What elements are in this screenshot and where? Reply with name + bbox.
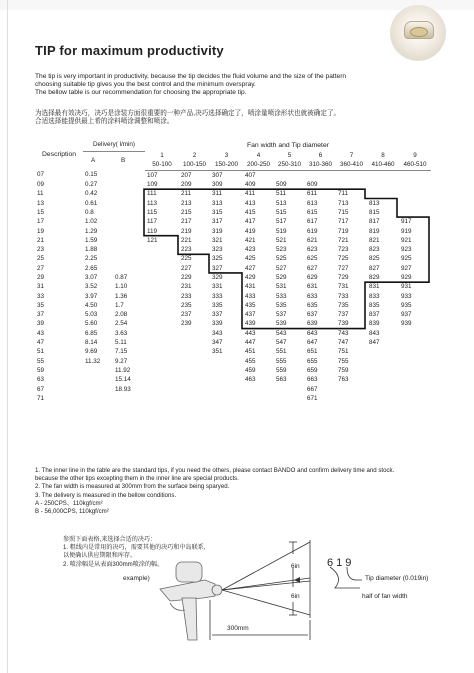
- tip-cell: 543: [276, 329, 287, 337]
- fan-col-range: 250-310: [274, 160, 305, 170]
- spray-gun-icon: [160, 562, 222, 640]
- note-line: 2. The fan width is measured at 300mm from the surface being sparyed.: [35, 483, 230, 491]
- tip-cell: 227: [181, 264, 192, 272]
- tip-cell: 509: [276, 181, 287, 189]
- tip-cell: 623: [307, 246, 318, 254]
- fan-col-range: 100-150: [179, 160, 210, 170]
- tip-cell: 637: [307, 311, 318, 319]
- tip-cell: 523: [276, 246, 287, 254]
- delivery-a-value: 2.25: [85, 255, 98, 263]
- tip-cell: 331: [212, 283, 223, 291]
- tip-cell: 417: [245, 218, 256, 226]
- tip-cell: 731: [338, 283, 349, 291]
- tip-cell: 743: [338, 329, 349, 337]
- delivery-a-value: 3.97: [85, 292, 98, 300]
- row-description: 33: [37, 292, 45, 300]
- tip-cell: 437: [245, 311, 256, 319]
- delivery-a-header: A: [91, 157, 96, 165]
- tip-cell: 925: [401, 255, 412, 263]
- delivery-a-value: 0.61: [85, 199, 98, 207]
- fan-width-header: Fan width and Tip diameter: [247, 141, 329, 149]
- delivery-b-header: B: [121, 157, 126, 165]
- row-description: 31: [37, 283, 45, 291]
- tip-cell: 521: [276, 236, 287, 244]
- tip-cell: 431: [245, 283, 256, 291]
- tip-cell: 329: [212, 274, 223, 281]
- tip-cell: 727: [338, 264, 349, 272]
- tip-code: 619: [327, 557, 355, 569]
- tip-cell: 621: [307, 236, 318, 244]
- delivery-a-value: 0.27: [85, 181, 98, 189]
- row-description: 23: [37, 246, 45, 254]
- tip-cell: 463: [245, 376, 256, 384]
- tip-cell: 421: [245, 236, 256, 244]
- tip-cell: 713: [338, 199, 349, 207]
- tip-cell: 233: [181, 292, 192, 300]
- tip-cell: 835: [369, 301, 380, 309]
- note-line: 3. The delivery is measured in the bellow conditions.: [35, 491, 177, 499]
- fan-col-num: 4: [256, 152, 261, 160]
- fan-col-range: 460-510: [399, 160, 431, 170]
- tip-cell: 927: [401, 264, 412, 272]
- fan-col-num: 8: [381, 152, 385, 160]
- tip-cell: 339: [212, 320, 223, 328]
- tip-cell: 111: [147, 190, 157, 198]
- tip-cell: 937: [401, 311, 412, 319]
- row-description: 29: [37, 274, 45, 281]
- tip-cell: 217: [181, 218, 192, 226]
- row-description: 47: [37, 339, 45, 347]
- tip-cell: 239: [181, 320, 192, 328]
- tip-cell: 525: [276, 255, 287, 263]
- tip-cell: 763: [338, 376, 349, 384]
- tip-cell: 307: [212, 171, 223, 179]
- tip-cell: 115: [147, 208, 158, 216]
- tip-cell: 847: [369, 339, 380, 347]
- row-description: 09: [37, 181, 45, 189]
- delivery-a-value: 8.14: [85, 339, 98, 347]
- tip-cell: 813: [369, 199, 380, 207]
- tip-cell: 411: [245, 190, 256, 198]
- tip-cell: 667: [307, 385, 318, 393]
- delivery-b-value: 3.63: [115, 329, 128, 337]
- delivery-a-value: 11.32: [85, 357, 101, 365]
- tip-cell: 639: [307, 320, 318, 328]
- note-cn-line: 1. 粗线内是常用的决巧，需要其他的决巧和中岛联系,: [63, 544, 206, 552]
- tip-cell: 225: [181, 255, 192, 263]
- tip-cell: 735: [338, 301, 349, 309]
- tip-cell: 223: [181, 246, 192, 254]
- tip-cell: 515: [276, 208, 287, 216]
- tip-cell: 935: [401, 301, 412, 309]
- row-description: 55: [37, 357, 45, 365]
- tip-cell: 635: [307, 301, 318, 309]
- tip-cell: 347: [212, 339, 223, 347]
- tip-cell: 351: [212, 348, 223, 356]
- tip-cell: 413: [245, 199, 256, 207]
- tip-cell: 747: [338, 339, 349, 347]
- tip-cell: 443: [245, 329, 256, 337]
- note-cn-line: 以便确认供应期限和库存。: [63, 552, 137, 560]
- tip-cell: 823: [369, 246, 380, 254]
- tip-cell: 619: [307, 227, 318, 235]
- tip-cell: 311: [212, 190, 223, 198]
- tip-cell: 609: [307, 181, 318, 189]
- delivery-b-value: 2.08: [115, 311, 128, 319]
- tip-cell: 551: [276, 348, 287, 356]
- tip-cell: 559: [276, 366, 287, 374]
- row-description: 71: [37, 394, 45, 402]
- tip-cell: 825: [369, 255, 380, 263]
- tip-cell: 611: [307, 190, 318, 198]
- tip-cell: 659: [307, 366, 318, 374]
- tip-cell: 409: [245, 181, 256, 189]
- tip-cell: 219: [181, 227, 192, 235]
- delivery-a-value: 5.60: [85, 320, 98, 328]
- tip-cell: 109: [147, 181, 158, 189]
- delivery-b-value: 2.54: [115, 320, 128, 328]
- tip-cell: 439: [245, 320, 256, 328]
- tip-cell: 663: [307, 376, 318, 384]
- row-description: 67: [37, 385, 45, 393]
- tip-cell: 643: [307, 329, 318, 337]
- fan-col-range: 150-200: [210, 160, 243, 170]
- tip-cell: 321: [212, 236, 223, 244]
- row-description: 07: [37, 171, 45, 179]
- row-description: 39: [37, 320, 45, 328]
- delivery-a-value: 1.29: [85, 227, 98, 235]
- tip-cell: 107: [147, 171, 158, 179]
- tip-cell: 327: [212, 264, 223, 272]
- tip-cell: 647: [307, 339, 318, 347]
- delivery-b-value: 11.92: [115, 366, 131, 374]
- tip-cell: 419: [245, 227, 256, 235]
- fan-half-top-label: 6in: [291, 563, 300, 570]
- tip-cell: 919: [401, 227, 412, 235]
- tip-cell: 839: [369, 320, 380, 328]
- tip-cell: 415: [245, 208, 256, 216]
- tip-cell: 447: [245, 339, 256, 347]
- tip-diameter-label: Tip diameter (0.019in): [365, 575, 429, 582]
- fan-col-range: 310-360: [305, 160, 336, 170]
- delivery-header: Delivery( l/min): [83, 139, 145, 151]
- note-cn-line: 2. 喷涂幅是从表面300mm喷涂的幅。: [63, 560, 164, 568]
- tip-cell: 833: [369, 292, 380, 300]
- intro-line-3: The bellow table is our recommendation for choosing the appropriate tip.: [35, 89, 247, 96]
- row-description: 19: [37, 227, 45, 235]
- tip-cell: 625: [307, 255, 318, 263]
- delivery-a-value: 3.07: [85, 274, 98, 281]
- delivery-b-value: 1.10: [115, 283, 128, 291]
- tip-cell: 215: [181, 208, 192, 216]
- tip-cell: 313: [212, 199, 223, 207]
- tip-cell: 231: [181, 283, 192, 291]
- tip-cell: 317: [212, 218, 223, 226]
- delivery-a-value: 6.85: [85, 329, 98, 337]
- tip-cell: 117: [147, 218, 158, 226]
- tip-cell: 733: [338, 292, 349, 300]
- tip-cell: 435: [245, 301, 256, 309]
- tip-cell: 831: [369, 283, 380, 291]
- delivery-b-value: 5.11: [115, 339, 127, 347]
- delivery-a-value: 2.65: [85, 264, 98, 272]
- intro-cn-line-2: 合适选择能提供最上希的涂料喷涂调整和喷涂。: [35, 118, 174, 125]
- tip-cell: 425: [245, 255, 256, 263]
- tip-cell: 343: [212, 329, 223, 337]
- tip-cell: 319: [212, 227, 223, 235]
- description-header: Description: [42, 151, 76, 159]
- delivery-a-value: 0.8: [85, 208, 94, 216]
- tip-cell: 755: [338, 357, 349, 365]
- fan-col-num: 9: [413, 152, 417, 160]
- delivery-a-value: 1.88: [85, 246, 98, 254]
- tip-cell: 631: [307, 283, 318, 291]
- tip-cell: 759: [338, 366, 349, 374]
- fan-half-bottom-label: 6in: [291, 593, 300, 600]
- fan-col-num: 3: [224, 152, 229, 160]
- fan-col-num: 6: [318, 152, 323, 160]
- tip-cell: 737: [338, 311, 349, 319]
- delivery-a-value: 0.42: [85, 190, 98, 198]
- delivery-b-value: 0.87: [115, 274, 128, 281]
- tip-cell: 221: [181, 236, 192, 244]
- tip-cell: 459: [245, 366, 256, 374]
- tip-cell: 827: [369, 264, 380, 272]
- row-description: 11: [37, 190, 44, 198]
- row-description: 43: [37, 329, 45, 337]
- tip-cell: 843: [369, 329, 380, 337]
- tip-cell: 725: [338, 255, 349, 263]
- tip-cell: 535: [276, 301, 287, 309]
- tip-cell: 723: [338, 246, 349, 254]
- tip-cell: 511: [276, 190, 287, 198]
- tip-cell: 423: [245, 246, 256, 254]
- fan-col-num: 2: [192, 152, 197, 160]
- delivery-a-value: 0.15: [85, 171, 98, 179]
- delivery-a-value: 1.02: [85, 218, 98, 226]
- tip-cell: 563: [276, 376, 287, 384]
- row-description: 35: [37, 301, 45, 309]
- tip-cell: 533: [276, 292, 287, 300]
- delivery-a-value: 5.03: [85, 311, 98, 319]
- row-description: 63: [37, 376, 45, 384]
- tip-cell: 455: [245, 357, 256, 365]
- example-label: example): [123, 575, 150, 582]
- note-cn-line: 参照下面表格,来选择合适的决巧：: [63, 536, 157, 543]
- tip-cell: 617: [307, 218, 318, 226]
- tip-cell: 921: [401, 236, 412, 244]
- fan-col-range: 360-410: [336, 160, 367, 170]
- row-description: 15: [37, 208, 45, 216]
- delivery-b-value: 1.36: [115, 292, 128, 300]
- tip-cell: 815: [369, 208, 380, 216]
- tip-cell: 821: [369, 236, 380, 244]
- tip-cell: 819: [369, 227, 380, 235]
- tip-cell: 539: [276, 320, 287, 328]
- tip-cell: 613: [307, 199, 318, 207]
- delivery-a-value: 3.52: [85, 283, 98, 291]
- tip-cell: 655: [307, 357, 318, 365]
- tip-cell: 527: [276, 264, 287, 272]
- tip-cell: 729: [338, 274, 349, 281]
- delivery-b-value: 1.7: [115, 301, 124, 309]
- intro-line-2: choosing suitable tip gives you the best control and the minimum overspray.: [35, 81, 256, 88]
- tip-cell: 519: [276, 227, 287, 235]
- page-title: TIP for maximum productivity: [35, 43, 224, 58]
- fan-col-range: 410-460: [367, 160, 399, 170]
- delivery-a-value: 9.69: [85, 348, 98, 356]
- tip-cell: 213: [181, 199, 192, 207]
- tip-cell: 119: [147, 227, 158, 235]
- tip-cell: 429: [245, 274, 256, 281]
- tip-cell: 547: [276, 339, 287, 347]
- fan-col-num: 7: [349, 152, 354, 160]
- tip-cell: 309: [212, 181, 223, 189]
- tip-cell: 939: [401, 320, 412, 328]
- row-description: 59: [37, 366, 45, 374]
- tip-cell: 711: [338, 190, 349, 198]
- tip-cell: 529: [276, 274, 287, 281]
- tip-cell: 237: [181, 311, 192, 319]
- tip-cell: 627: [307, 264, 318, 272]
- tip-cell: 555: [276, 357, 287, 365]
- tip-cell: 337: [212, 311, 223, 319]
- note-line: because the other tips excepting them in the inner line are special products.: [35, 475, 239, 483]
- half-fan-label: half of fan width: [362, 593, 408, 600]
- row-description: 27: [37, 264, 45, 272]
- row-description: 51: [37, 348, 45, 356]
- distance-label: 300mm: [227, 625, 249, 632]
- row-description: 25: [37, 255, 45, 263]
- tip-cell: 629: [307, 274, 318, 281]
- tip-cell: 451: [245, 348, 256, 356]
- tip-cell: 651: [307, 348, 318, 356]
- tip-cell: 633: [307, 292, 318, 300]
- delivery-a-value: 1.59: [85, 236, 98, 244]
- tip-cell: 933: [401, 292, 412, 300]
- row-description: 13: [37, 199, 45, 207]
- tip-cell: 671: [307, 394, 318, 402]
- tip-cell: 323: [212, 246, 223, 254]
- row-description: 21: [37, 236, 45, 244]
- tip-cell: 315: [212, 208, 223, 216]
- note-line: A - 250CPS、110kgf/cm²: [35, 499, 103, 507]
- tip-cell: 113: [147, 199, 158, 207]
- intro-line-1: The tip is very important in productivity, because the tip decides the fluid volume and the size of the pattern: [35, 73, 347, 80]
- tip-cell: 427: [245, 264, 256, 272]
- tip-cell: 325: [212, 255, 223, 263]
- tip-cell: 335: [212, 301, 223, 309]
- tip-cell: 537: [276, 311, 287, 319]
- tip-cell: 931: [401, 283, 412, 291]
- intro-cn-line-1: 为选择最有效决巧，决巧是涂装方面很重要的一种产品,决巧选择确定了，喷涂量喷涂形状也就被确定了。: [35, 110, 341, 117]
- fan-col-num: 1: [160, 152, 164, 160]
- tip-cell: 235: [181, 301, 192, 309]
- tip-cell: 719: [338, 227, 349, 235]
- fan-col-range: 200-250: [243, 160, 274, 170]
- fan-col-num: 5: [287, 152, 292, 160]
- tip-cell: 721: [338, 236, 349, 244]
- tip-cell: 209: [181, 181, 192, 189]
- delivery-a-value: 4.50: [85, 301, 98, 309]
- delivery-b-value: 18.93: [115, 385, 131, 393]
- tip-cell: 929: [401, 274, 412, 281]
- tip-cell: 207: [181, 171, 192, 179]
- tip-cell: 211: [181, 190, 192, 198]
- tip-cell: 715: [338, 208, 349, 216]
- tip-cell: 517: [276, 218, 287, 226]
- tip-cell: 531: [276, 283, 287, 291]
- note-line: 1. The inner line in the table are the standard tips, if you need the others, please contact BANDO and confirm delivery time and stock.: [35, 467, 395, 474]
- tip-cell: 837: [369, 311, 380, 319]
- tip-cell: 751: [338, 348, 349, 356]
- tip-cell: 923: [401, 246, 412, 254]
- tip-cell: 433: [245, 292, 256, 300]
- tip-cell: 717: [338, 218, 349, 226]
- delivery-b-value: 15.14: [115, 376, 131, 384]
- tip-cell: 817: [369, 218, 380, 226]
- tip-cell: 829: [369, 274, 380, 281]
- tip-cell: 121: [147, 236, 158, 244]
- note-line: B - 56,000CPS, 110kgf/cm²: [35, 508, 109, 516]
- fan-col-range: 50-100: [145, 160, 179, 170]
- tip-cell: 407: [245, 171, 256, 179]
- tip-cell: 917: [401, 218, 412, 226]
- tip-cell: 615: [307, 208, 318, 216]
- tip-cell: 229: [181, 274, 192, 281]
- delivery-b-value: 7.15: [115, 348, 128, 356]
- tip-cell: 333: [212, 292, 223, 300]
- tip-cell: 739: [338, 320, 349, 328]
- row-description: 17: [37, 218, 45, 226]
- delivery-b-value: 9.27: [115, 357, 128, 365]
- row-description: 37: [37, 311, 45, 319]
- tip-cell: 513: [276, 199, 287, 207]
